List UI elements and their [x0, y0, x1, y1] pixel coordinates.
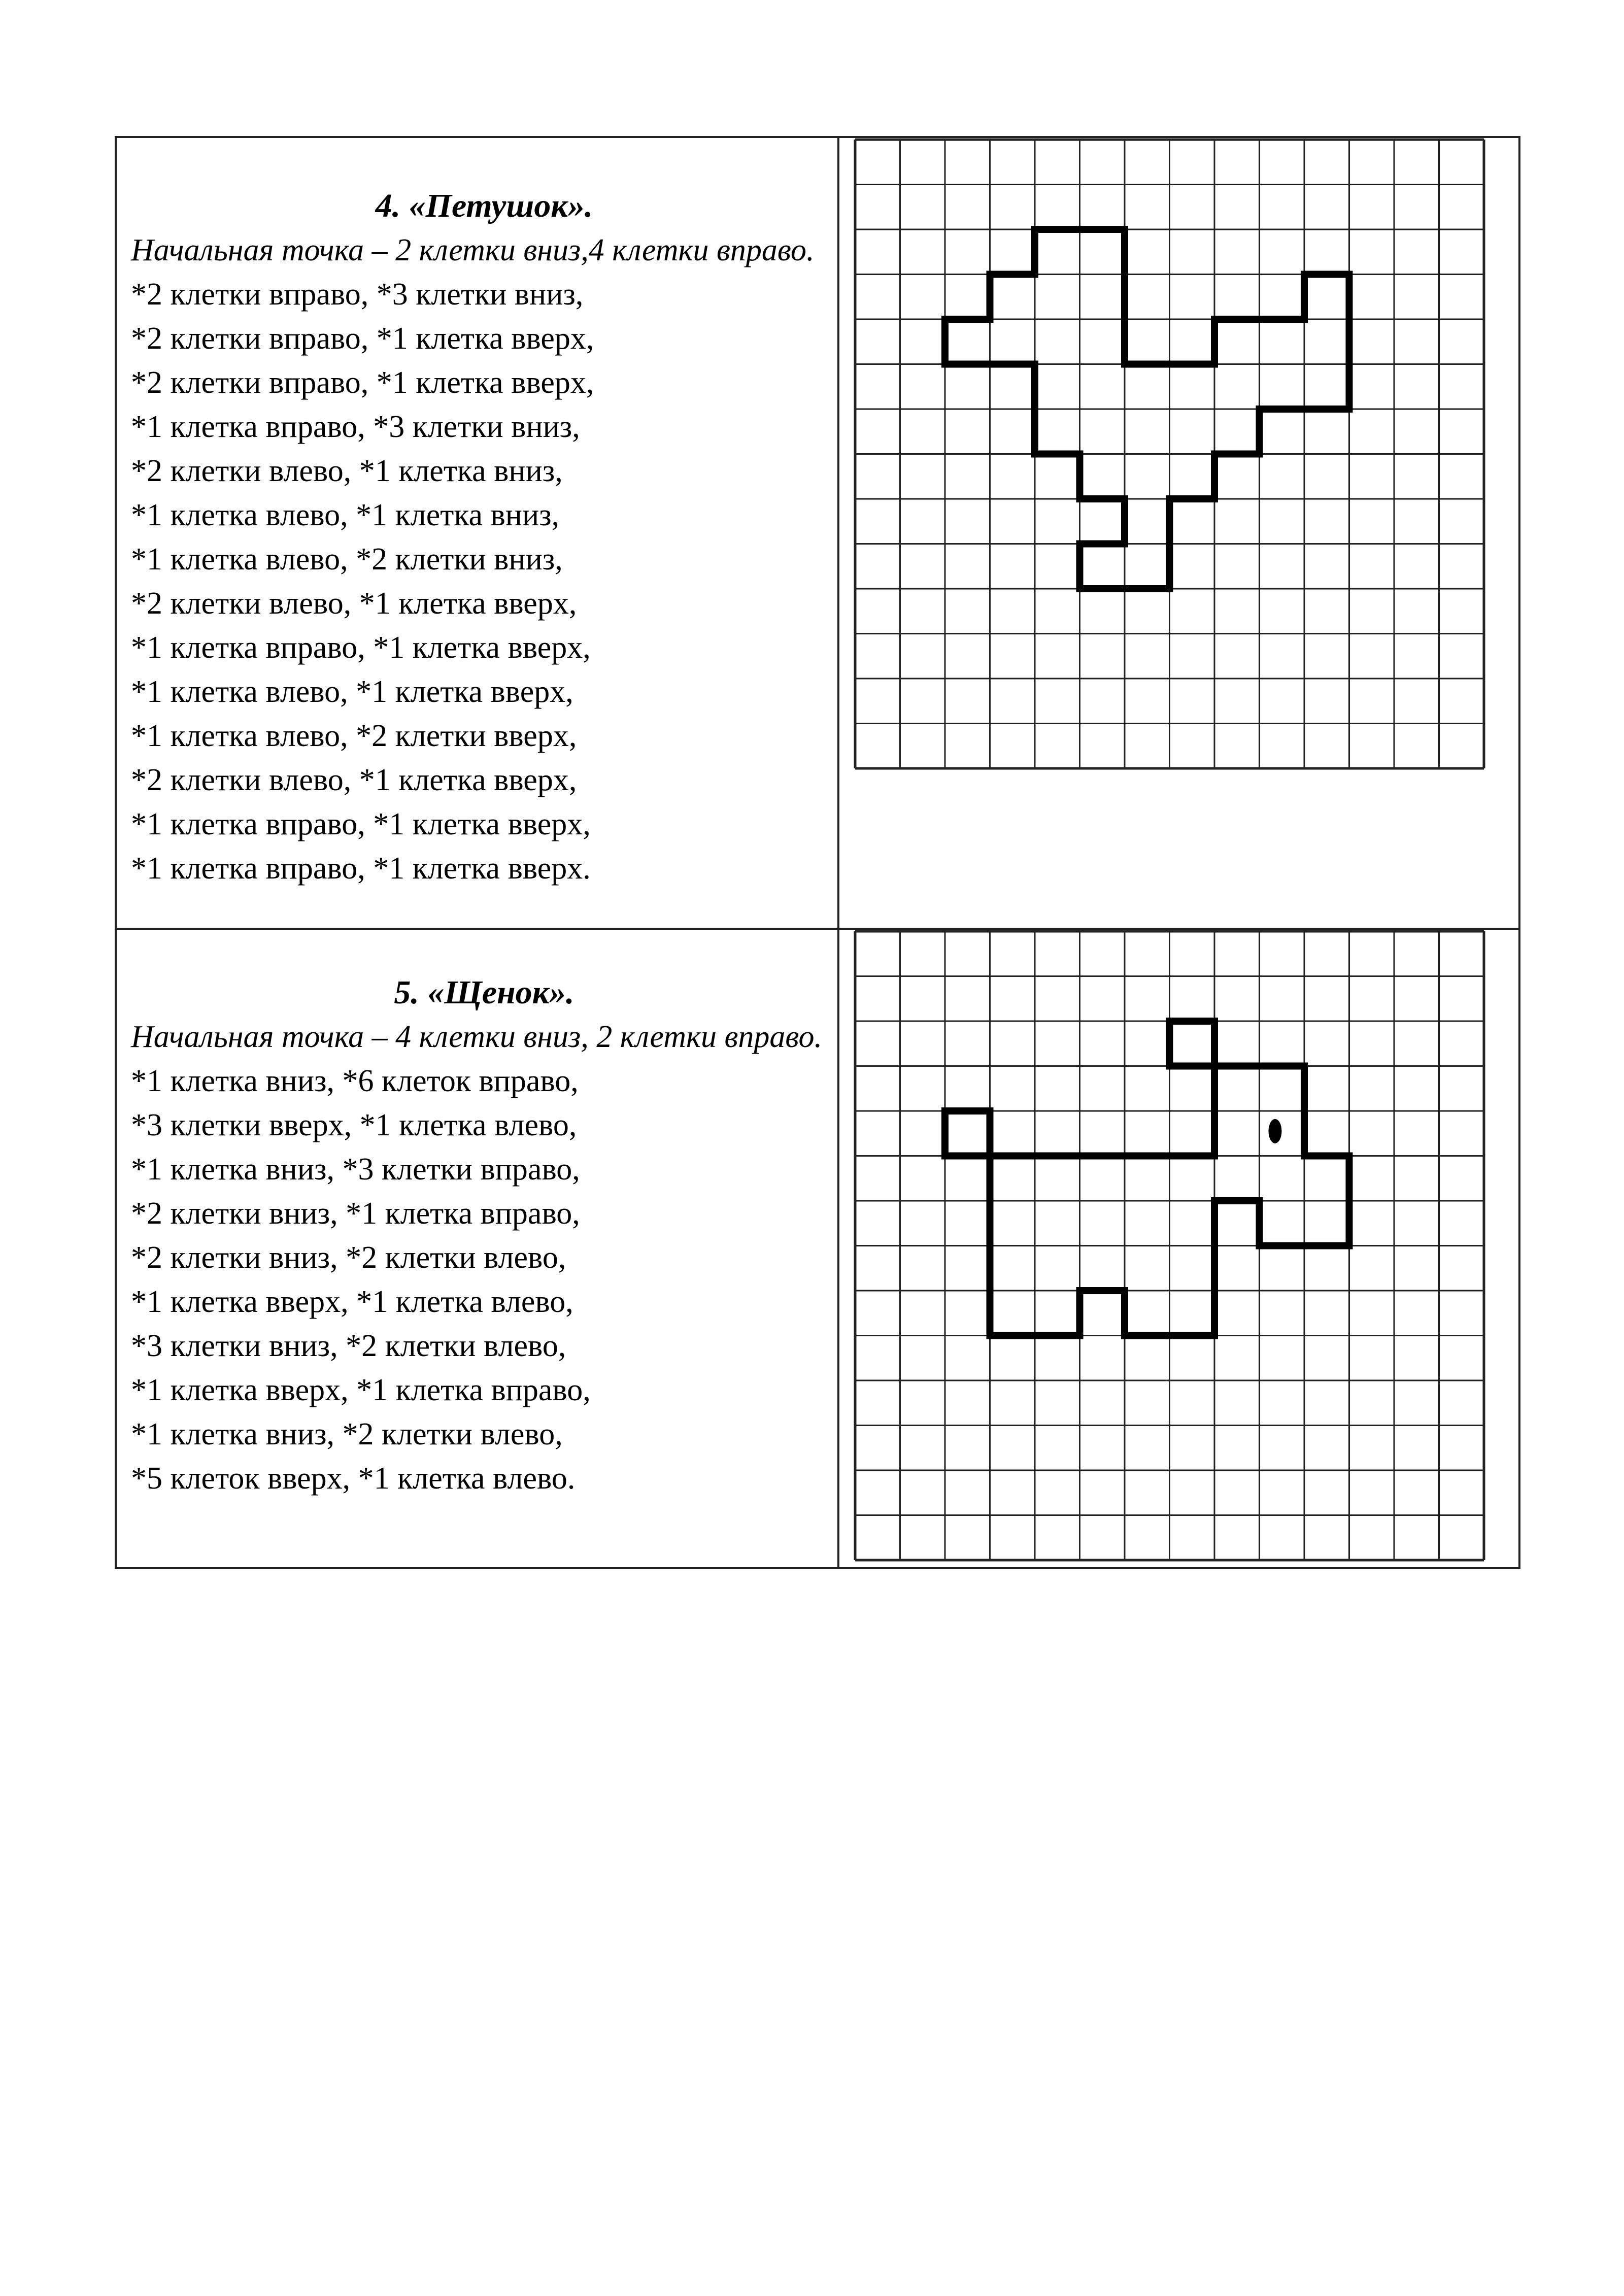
step-item: *1 клетка влево, *1 клетка вниз,: [131, 498, 560, 532]
step-item: *2 клетки влево, *1 клетка вверх,: [131, 586, 577, 621]
start-point-instruction: Начальная точка – 4 клетки вниз, 2 клетки вправо.: [131, 1020, 823, 1054]
grid-drawing: [854, 930, 1491, 1567]
step-item: *3 клетки вниз, *2 клетки влево,: [131, 1329, 566, 1363]
figure-outline: [945, 1021, 1349, 1336]
step-item: *5 клеток вверх, *1 клетка влево.: [131, 1461, 576, 1496]
start-point-instruction: Начальная точка – 2 клетки вниз,4 клетки вправо.: [131, 233, 815, 267]
step-item: *1 клетка вправо, *1 клетка вверх.: [131, 851, 591, 886]
step-item: *2 клетки вправо, *1 клетка вверх,: [131, 321, 594, 356]
step-item: *1 клетка вправо, *3 клетки вниз,: [131, 410, 580, 444]
text-cell: [116, 929, 838, 1568]
step-item: *2 клетки вниз, *1 клетка вправо,: [131, 1196, 580, 1231]
step-item: *1 клетка вправо, *1 клетка вверх,: [131, 630, 591, 665]
step-item: *1 клетка влево, *2 клетки вверх,: [131, 719, 577, 753]
step-item: *1 клетка вправо, *1 клетка вверх,: [131, 807, 591, 841]
step-item: *2 клетки вправо, *3 клетки вниз,: [131, 277, 584, 312]
grid-cell: [838, 137, 1519, 929]
exercise-table: [115, 136, 1520, 1569]
grid-drawing: [854, 138, 1491, 775]
exercise-row-4: [116, 137, 1519, 929]
step-item: *2 клетки вправо, *1 клетка вверх,: [131, 365, 594, 400]
steps-list: [131, 1059, 837, 1501]
step-item: *1 клетка вниз, *3 клетки вправо,: [131, 1152, 580, 1187]
step-item: *2 клетки влево, *1 клетка вниз,: [131, 454, 563, 488]
text-cell: [116, 137, 838, 929]
step-item: *1 клетка вниз, *6 клеток вправо,: [131, 1064, 579, 1098]
step-item: *1 клетка влево, *2 клетки вниз,: [131, 542, 563, 577]
steps-list: [131, 273, 837, 891]
step-item: *2 клетки вниз, *2 клетки влево,: [131, 1240, 566, 1275]
grid-cell: [838, 929, 1519, 1568]
exercise-row-5: [116, 929, 1519, 1568]
exercise-title: 5. «Щенок».: [394, 974, 574, 1011]
eye-dot: [1268, 1119, 1281, 1143]
step-item: *2 клетки влево, *1 клетка вверх,: [131, 763, 577, 797]
step-item: *1 клетка вниз, *2 клетки влево,: [131, 1417, 563, 1451]
step-item: *1 клетка влево, *1 клетка вверх,: [131, 674, 573, 709]
step-item: *1 клетка вверх, *1 клетка вправо,: [131, 1373, 591, 1407]
exercise-title: 4. «Петушок».: [375, 187, 593, 224]
step-item: *1 клетка вверх, *1 клетка влево,: [131, 1285, 573, 1319]
step-item: *3 клетки вверх, *1 клетка влево,: [131, 1108, 577, 1142]
